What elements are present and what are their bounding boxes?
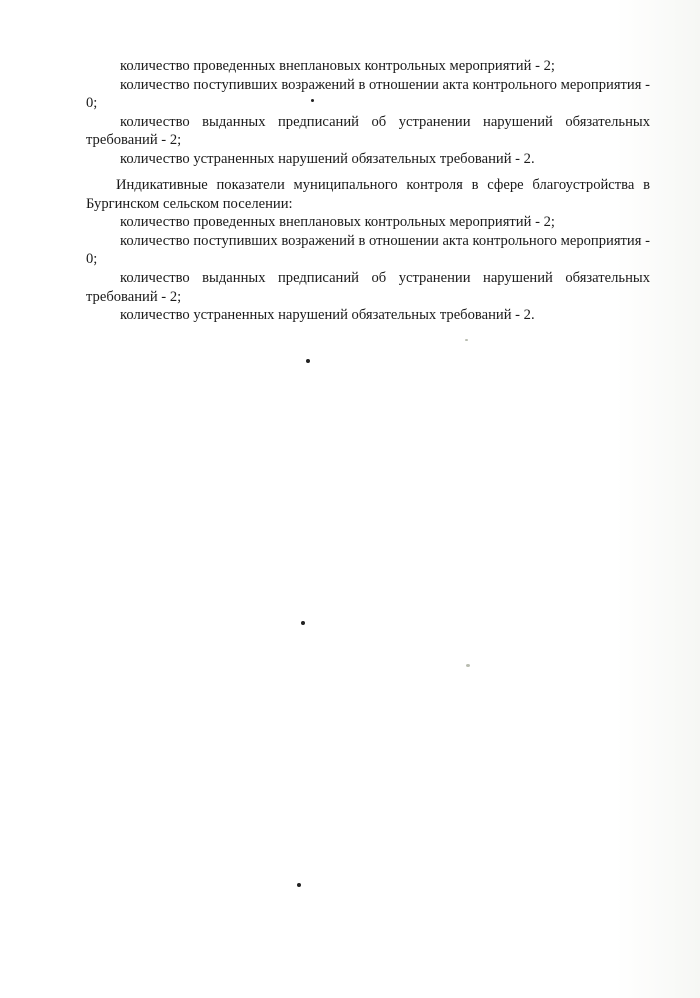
list-item: количество выданных предписаний об устранении нарушений обязательных требований - 2; xyxy=(86,113,650,149)
scan-speck xyxy=(311,99,314,102)
scan-speck xyxy=(466,664,470,667)
scan-speck xyxy=(301,621,305,625)
list-item: количество устраненных нарушений обязательных требований - 2. xyxy=(120,150,535,167)
section-heading: Индикативные показатели муниципального контроля в сфере благоустройства в Бургинском сельском поселении: xyxy=(86,177,650,212)
scan-speck xyxy=(306,359,310,363)
list-item: количество проведенных внеплановых контрольных мероприятий - 2; xyxy=(120,214,555,231)
list-item: количество устраненных нарушений обязательных требований - 2. xyxy=(120,307,535,324)
list-item: количество поступивших возражений в отношении акта контрольного мероприятия - 0; xyxy=(86,76,650,112)
list-item: количество поступивших возражений в отношении акта контрольного мероприятия - 0; xyxy=(86,232,650,268)
list-item: количество проведенных внеплановых контрольных мероприятий - 2; xyxy=(120,58,555,74)
indicator-list-1 xyxy=(86,57,650,169)
indicator-list-2 xyxy=(86,176,650,325)
scan-speck xyxy=(465,339,468,341)
list-item: количество выданных предписаний об устранении нарушений обязательных требований - 2; xyxy=(86,269,650,305)
scan-speck xyxy=(297,883,301,887)
